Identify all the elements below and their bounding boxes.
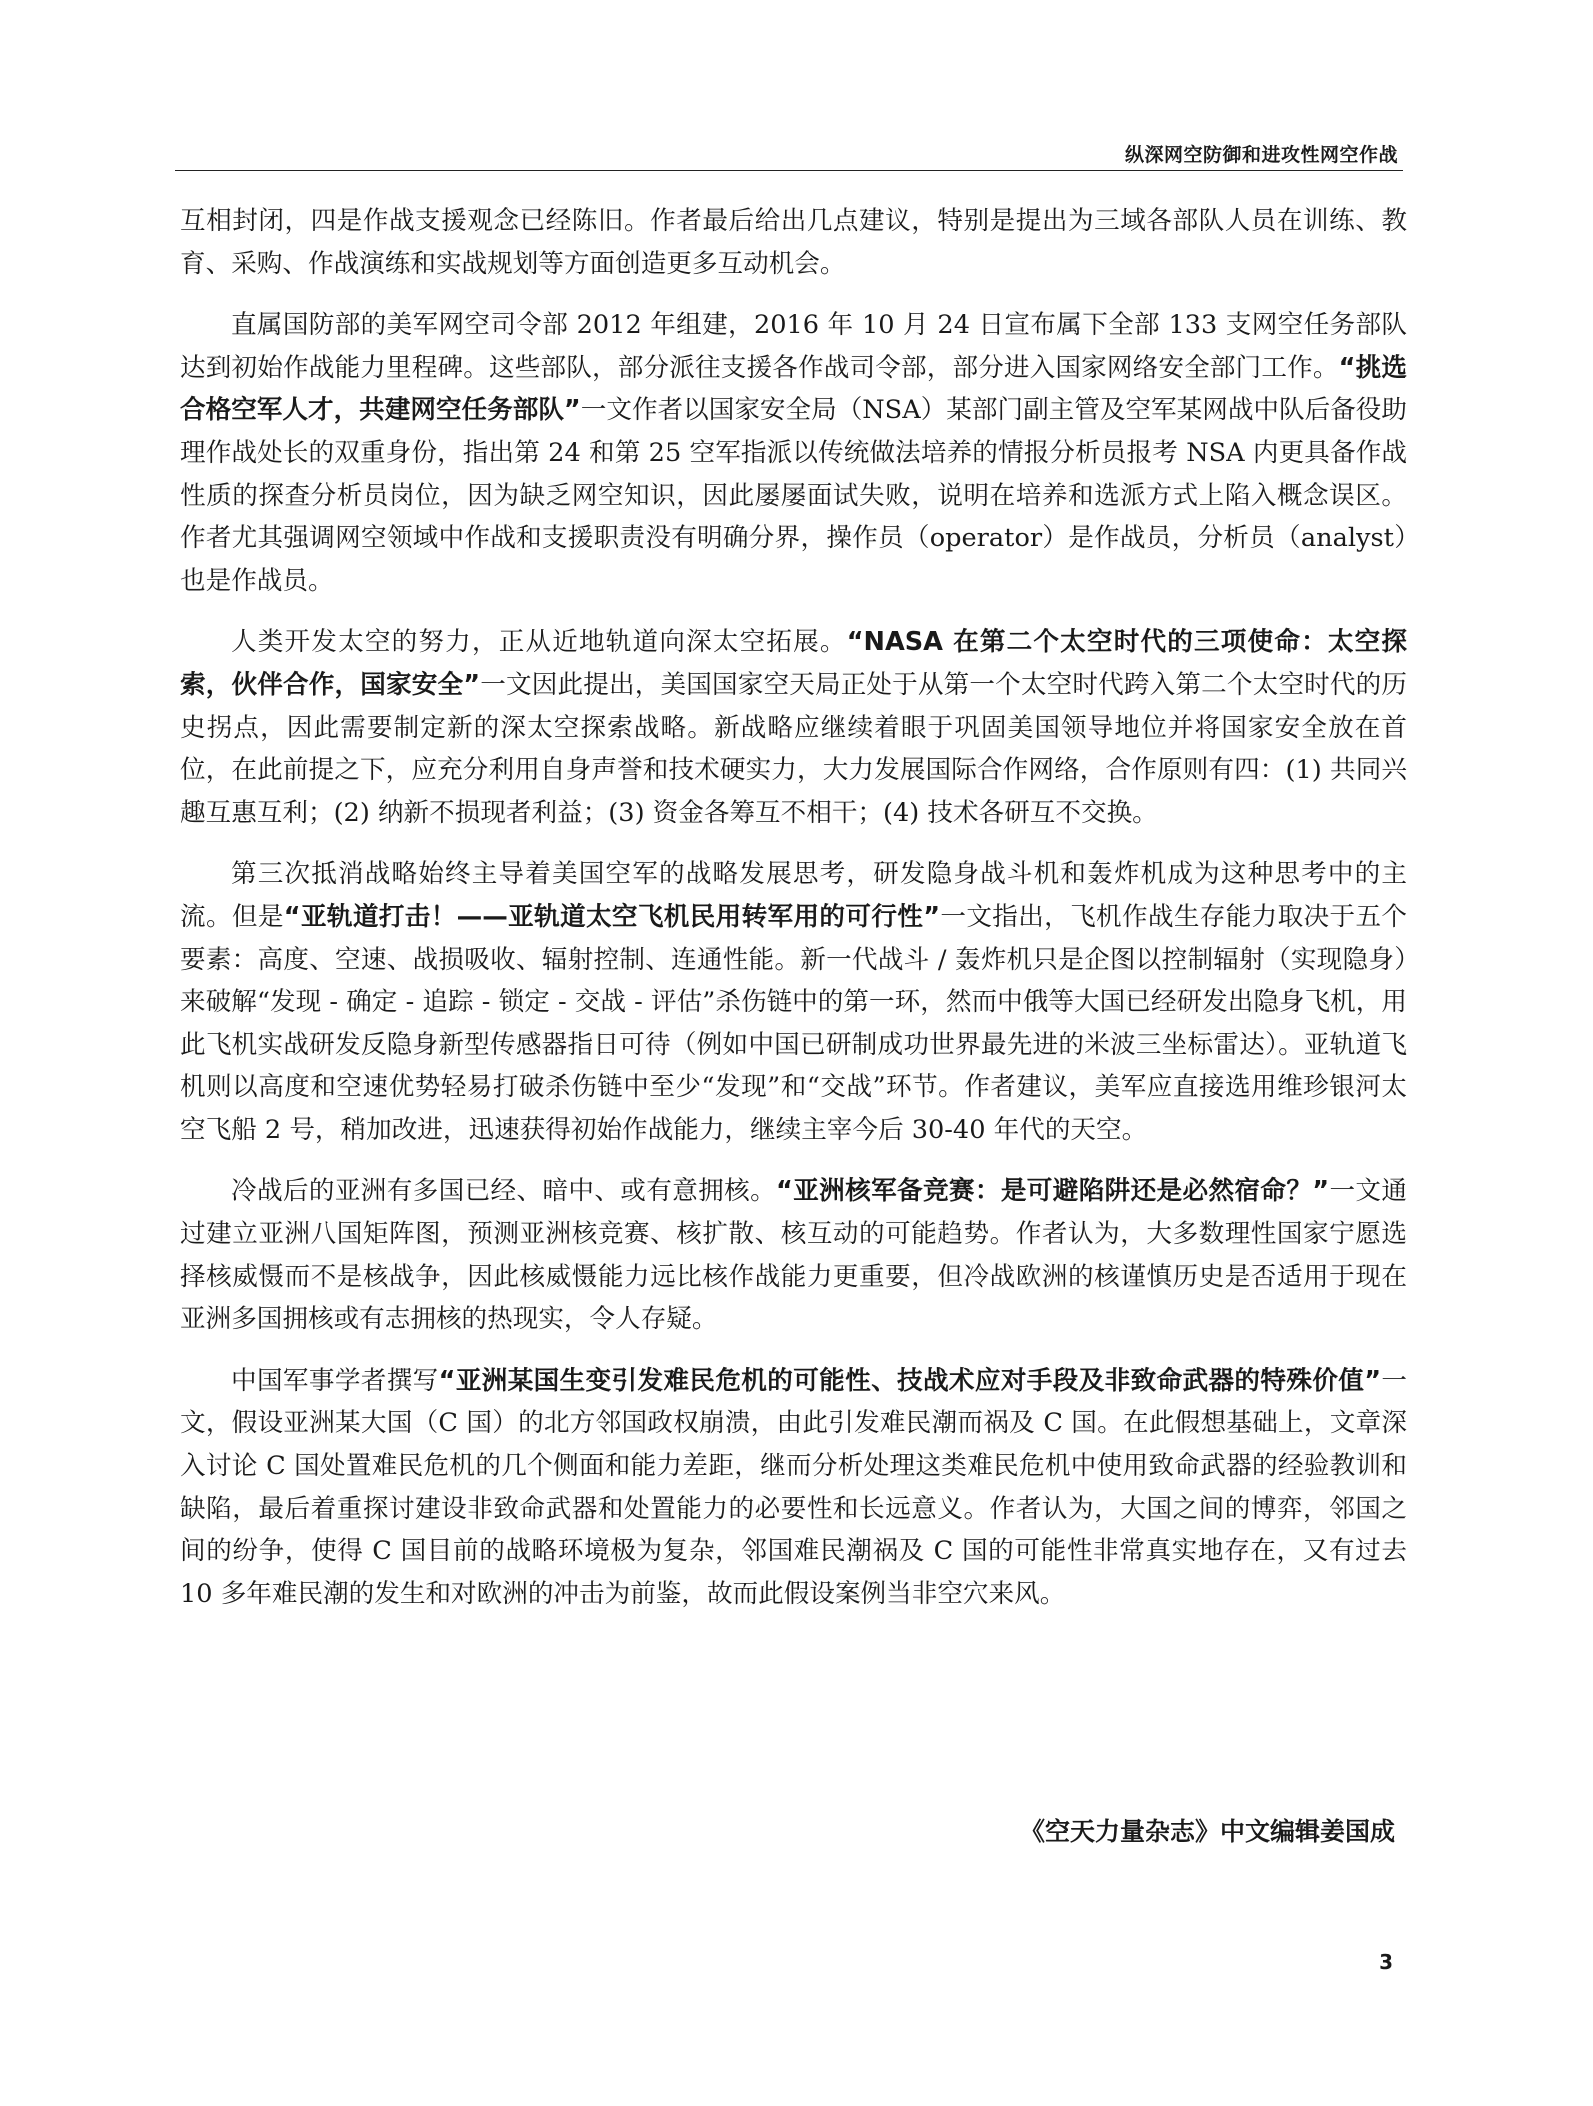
paragraph xyxy=(180,1360,1407,1616)
paragraph xyxy=(180,304,1407,602)
article-title: “挑选合格空军人才，共建网空任务部队” xyxy=(180,352,1407,426)
paragraph-text: 人类开发太空的努力，正从近地轨道向深太空拓展。 xyxy=(231,627,847,658)
article-body xyxy=(180,200,1407,1634)
paragraph-text: 一文因此提出，美国国家空天局正处于从第一个太空时代跨入第二个太空时代的历史拐点，因此需要制定新的深太空探索战略。新战略应继续着眼于巩固美国领导地位并将国家安全放在首位，在此前提之下，应充分利用自身声誉和技术硬实力，大力发展国际合作网络，合作原则有四：(1) 共同兴趣互惠互利；(2) 纳新不损现者利益；(3) 资金各筹互不相干；(4) 技术各研互不交换。 xyxy=(180,669,1407,828)
paragraph xyxy=(180,853,1407,1151)
editor-signature: 《空天力量杂志》中文编辑姜国成 xyxy=(1019,1817,1395,1846)
paragraph xyxy=(180,1170,1407,1340)
paragraph-text: 中国军事学者撰写 xyxy=(231,1365,439,1396)
article-title: “亚轨道打击！——亚轨道太空飞机民用转军用的可行性” xyxy=(283,901,941,932)
paragraph-text: 一文指出，飞机作战生存能力取决于五个要素：高度、空速、战损吸收、辐射控制、连通性能。新一代战斗 / 轰炸机只是企图以控制辐射（实现隐身）来破解“发现 - 确定 - 追踪 - 锁定 - 交战 - 评估”杀伤链中的第一环，然而中俄等大国已经研发出隐身飞机，用此飞机实战研发反隐身新型传感器指日可待（例如中国已研制成功世界最先进的米波三坐标雷达）。亚轨道飞机则以高度和空速优势轻易打破杀伤链中至少“发现”和“交战”环节。作者建议，美军应直接选用维珍银河太空飞船 2 号，稍加改进，迅速获得初始作战能力，继续主宰今后 30-40 年代的天空。 xyxy=(180,901,1407,1145)
paragraph-text: 冷战后的亚洲有多国已经、暗中、或有意拥核。 xyxy=(231,1176,777,1207)
paragraph xyxy=(180,621,1407,834)
paragraph-text: 一文通过建立亚洲八国矩阵图，预测亚洲核竞赛、核扩散、核互动的可能趋势。作者认为，大多数理性国家宁愿选择核威慑而不是核战争，因此核威慑能力远比核作战能力更重要，但冷战欧洲的核谨慎历史是否适用于现在亚洲多国拥核或有志拥核的热现实，令人存疑。 xyxy=(180,1176,1407,1335)
paragraph-text: 直属国防部的美军网空司令部 2012 年组建，2016 年 10 月 24 日宣布属下全部 133 支网空任务部队达到初始作战能力里程碑。这些部队，部分派往支援各作战司令部，部分进入国家网络安全部门工作。 xyxy=(180,310,1407,383)
running-header: 纵深网空防御和进攻性网空作战 xyxy=(1124,144,1398,166)
paragraph xyxy=(180,200,1407,285)
paragraph-text: 一文作者以国家安全局（NSA）某部门副主管及空军某网战中队后备役助理作战处长的双重身份，指出第 24 和第 25 空军指派以传统做法培养的情报分析员报考 NSA 内更具备作战性质的探查分析员岗位，因为缺乏网空知识，因此屡屡面试失败，说明在培养和选派方式上陷入概念误区。作者尤其强调网空领域中作战和支援职责没有明确分界，操作员（operator）是作战员，分析员（analyst）也是作战员。 xyxy=(180,395,1407,596)
paragraph-text: 第三次抵消战略始终主导着美国空军的战略发展思考，研发隐身战斗机和轰炸机成为这种思考中的主流。但是 xyxy=(180,859,1407,932)
article-title: “亚洲核军备竞赛：是可避陷阱还是必然宿命？” xyxy=(776,1176,1330,1207)
paragraph-text: 互相封闭，四是作战支援观念已经陈旧。作者最后给出几点建议，特别是提出为三域各部队人员在训练、教育、采购、作战演练和实战规划等方面创造更多互动机会。 xyxy=(180,206,1407,279)
article-title: “亚洲某国生变引发难民危机的可能性、技战术应对手段及非致命武器的特殊价值” xyxy=(438,1365,1382,1396)
article-title: “NASA 在第二个太空时代的三项使命：太空探索，伙伴合作，国家安全” xyxy=(180,627,1407,700)
header-divider xyxy=(175,170,1403,171)
page-number: 3 xyxy=(1379,1950,1393,1974)
paragraph-text: 一文，假设亚洲某大国（C 国）的北方邻国政权崩溃，由此引发难民潮而祸及 C 国。在此假想基础上，文章深入讨论 C 国处置难民危机的几个侧面和能力差距，继而分析处理这类难民危机中使用致命武器的经验教训和缺陷，最后着重探讨建设非致命武器和处置能力的必要性和长远意义。作者认为，大国之间的博弈，邻国之间的纷争，使得 C 国目前的战略环境极为复杂，邻国难民潮祸及 C 国的可能性非常真实地存在，又有过去 10 多年难民潮的发生和对欧洲的冲击为前鉴，故而此假设案例当非空穴来风。 xyxy=(180,1365,1407,1609)
